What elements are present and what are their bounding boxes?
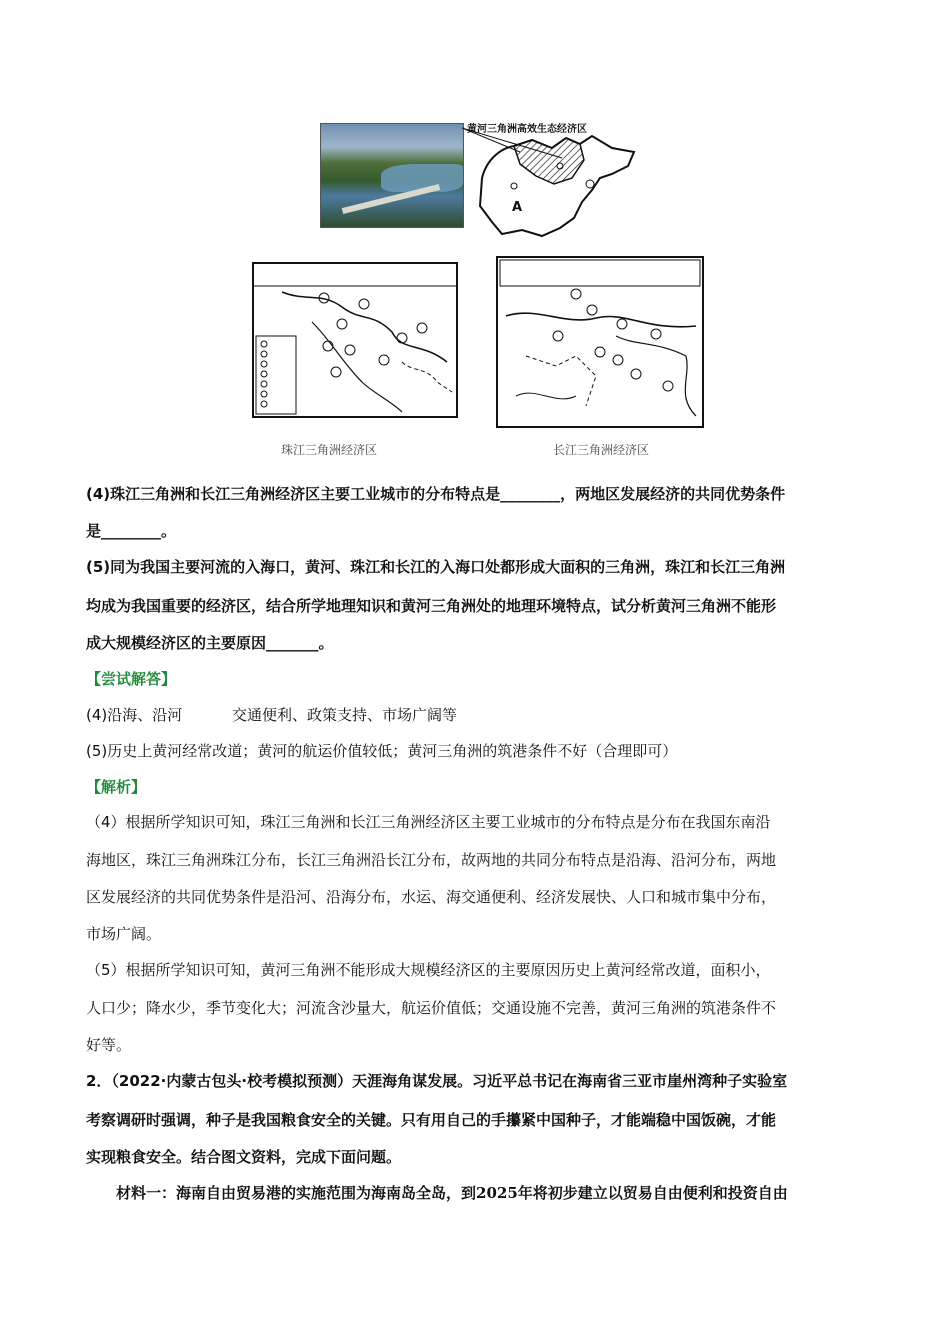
q4-line1: (4)珠江三角洲和长江三角洲经济区主要工业城市的分布特点是________，两地区发展经济的共同优势条件 bbox=[86, 485, 786, 503]
analysis-4-l2: 海地区，珠江三角洲珠江分布，长江三角洲沿长江分布，故两地的共同分布特点是沿海、沿河分布，两地 bbox=[86, 851, 777, 869]
q2-line1: 2．（2022·内蒙古包头·校考模拟预测）天涯海角谋发展。习近平总书记在海南省三亚市崖州湾种子实验室 bbox=[86, 1072, 788, 1090]
q5-line1: (5)同为我国主要河流的入海口，黄河、珠江和长江的入海口处都形成大面积的三角洲，珠江和长江三角洲 bbox=[86, 558, 786, 576]
pearl-river-caption: 珠江三角洲经济区 bbox=[281, 443, 378, 457]
q5-line2: 均成为我国重要的经济区，结合所学地理知识和黄河三角洲处的地理环境特点，试分析黄河三角洲不能形 bbox=[86, 597, 777, 615]
pearl-river-delta-map bbox=[252, 262, 458, 418]
shandong-map bbox=[462, 118, 642, 240]
yellow-river-delta-photo bbox=[320, 123, 464, 228]
analysis-4-l3: 区发展经济的共同优势条件是沿河、沿海分布，水运、海交通便利、经济发展快、人口和城市集中分布， bbox=[86, 888, 777, 906]
q2-line3: 实现粮食安全。结合图文资料，完成下面问题。 bbox=[86, 1148, 402, 1166]
answer-heading: 【尝试解答】 bbox=[86, 670, 177, 688]
answer-4-rest: 交通便利、政策支持、市场广阔等 bbox=[232, 706, 458, 724]
q4-line2: 是________。 bbox=[86, 522, 177, 540]
answer-4-label: (4)沿海、沿河 bbox=[86, 706, 183, 724]
answer-5: (5)历史上黄河经常改道；黄河的航运价值较低；黄河三角洲的筑港条件不好（合理即可） bbox=[86, 742, 678, 760]
analysis-4-l1: （4）根据所学知识可知，珠江三角洲和长江三角洲经济区主要工业城市的分布特点是分布在我国东南沿 bbox=[86, 813, 771, 831]
analysis-5-l3: 好等。 bbox=[86, 1036, 132, 1054]
q2-material-1: 材料一：海南自由贸易港的实施范围为海南岛全岛，到2025年将初步建立以贸易自由便利和投资自由 bbox=[116, 1184, 788, 1202]
q5-line3: 成大规模经济区的主要原因_______。 bbox=[86, 634, 334, 652]
q2-line2: 考察调研时强调，种子是我国粮食安全的关键。只有用自己的手攥紧中国种子，才能端稳中国饭碗，才能 bbox=[86, 1111, 777, 1129]
analysis-heading: 【解析】 bbox=[86, 778, 147, 796]
analysis-5-l1: （5）根据所学知识可知，黄河三角洲不能形成大规模经济区的主要原因历史上黄河经常改道，面积小， bbox=[86, 961, 771, 979]
yangtze-river-caption: 长江三角洲经济区 bbox=[553, 443, 650, 457]
point-a-label: A bbox=[512, 200, 523, 215]
analysis-5-l2: 人口少；降水少，季节变化大；河流含沙量大，航运价值低；交通设施不完善，黄河三角洲的筑港条件不 bbox=[86, 999, 777, 1017]
yangtze-river-delta-map bbox=[496, 256, 704, 428]
analysis-4-l4: 市场广阔。 bbox=[86, 925, 162, 943]
yellow-river-zone-label: 黄河三角洲高效生态经济区 bbox=[467, 124, 587, 135]
